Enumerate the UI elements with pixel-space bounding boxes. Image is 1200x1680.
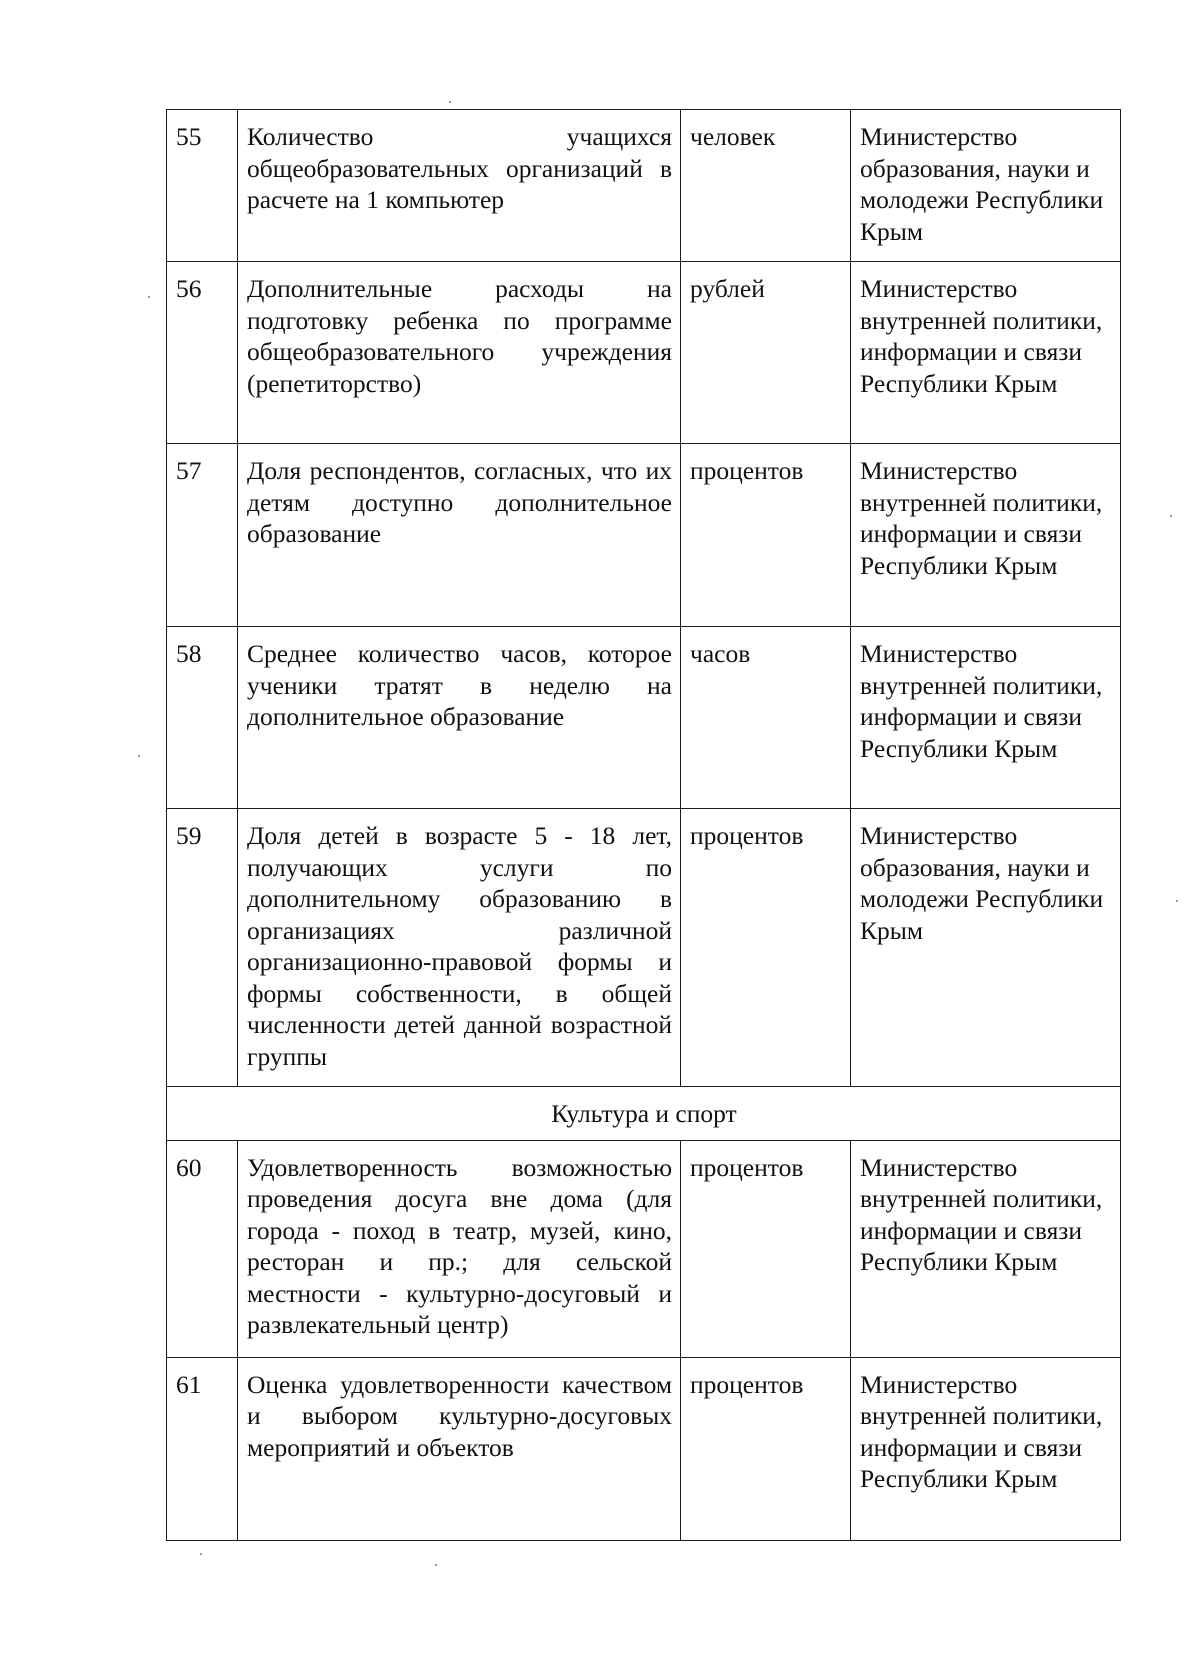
row-number: 59 bbox=[167, 809, 238, 1087]
table-row bbox=[167, 444, 1121, 627]
row-number: 58 bbox=[167, 627, 238, 809]
row-number: 56 bbox=[167, 262, 238, 444]
indicator-name: Оценка удовлетворенности качеством и выбором культурно-досуговых мероприятий и объектов bbox=[238, 1357, 681, 1540]
indicator-name: Количество учащихся общеобразовательных организаций в расчете на 1 компьютер bbox=[238, 110, 681, 262]
table-row bbox=[167, 627, 1121, 809]
table-row bbox=[167, 1140, 1121, 1357]
responsible-agency: Министерство внутренней политики, информации и связи Республики Крым bbox=[851, 627, 1121, 809]
unit-of-measure: процентов bbox=[681, 444, 851, 627]
scan-speck bbox=[1170, 515, 1172, 517]
row-number: 57 bbox=[167, 444, 238, 627]
responsible-agency: Министерство внутренней политики, информации и связи Республики Крым bbox=[851, 444, 1121, 627]
table-row bbox=[167, 262, 1121, 444]
table-row bbox=[167, 1357, 1121, 1540]
indicator-name: Доля детей в возрасте 5 - 18 лет, получающих услуги по дополнительному образованию в организациях различной организационно-правовой формы и формы собственности, в общей численности детей данной возрастной группы bbox=[238, 809, 681, 1087]
responsible-agency: Министерство внутренней политики, информации и связи Республики Крым bbox=[851, 1357, 1121, 1540]
responsible-agency: Министерство образования, науки и молодежи Республики Крым bbox=[851, 110, 1121, 262]
responsible-agency: Министерство внутренней политики, информации и связи Республики Крым bbox=[851, 262, 1121, 444]
responsible-agency: Министерство внутренней политики, информации и связи Республики Крым bbox=[851, 1140, 1121, 1357]
section-header-row bbox=[167, 1087, 1121, 1141]
row-number: 60 bbox=[167, 1140, 238, 1357]
unit-of-measure: часов bbox=[681, 627, 851, 809]
section-title: Культура и спорт bbox=[167, 1087, 1121, 1141]
indicator-name: Удовлетворенность возможностью проведения досуга вне дома (для города - поход в театр, музей, кино, ресторан и пр.; для сельской местности - культурно-досуговый и развлекательный центр) bbox=[238, 1140, 681, 1357]
scan-speck bbox=[435, 1564, 437, 1566]
table-row bbox=[167, 110, 1121, 262]
scan-speck bbox=[200, 1553, 202, 1555]
unit-of-measure: процентов bbox=[681, 1357, 851, 1540]
scan-speck bbox=[138, 755, 140, 757]
scan-speck bbox=[1176, 900, 1178, 902]
unit-of-measure: человек bbox=[681, 110, 851, 262]
unit-of-measure: процентов bbox=[681, 1140, 851, 1357]
table-row bbox=[167, 809, 1121, 1087]
responsible-agency: Министерство образования, науки и молодежи Республики Крым bbox=[851, 809, 1121, 1087]
unit-of-measure: процентов bbox=[681, 809, 851, 1087]
row-number: 55 bbox=[167, 110, 238, 262]
indicator-name: Доля респондентов, согласных, что их детям доступно дополнительное образование bbox=[238, 444, 681, 627]
indicators-table bbox=[166, 109, 1121, 1541]
scan-speck bbox=[148, 296, 150, 298]
unit-of-measure: рублей bbox=[681, 262, 851, 444]
row-number: 61 bbox=[167, 1357, 238, 1540]
indicator-name: Дополнительные расходы на подготовку ребенка по программе общеобразовательного учреждения (репетиторство) bbox=[238, 262, 681, 444]
indicator-name: Среднее количество часов, которое ученики тратят в неделю на дополнительное образование bbox=[238, 627, 681, 809]
scan-speck bbox=[449, 101, 451, 103]
